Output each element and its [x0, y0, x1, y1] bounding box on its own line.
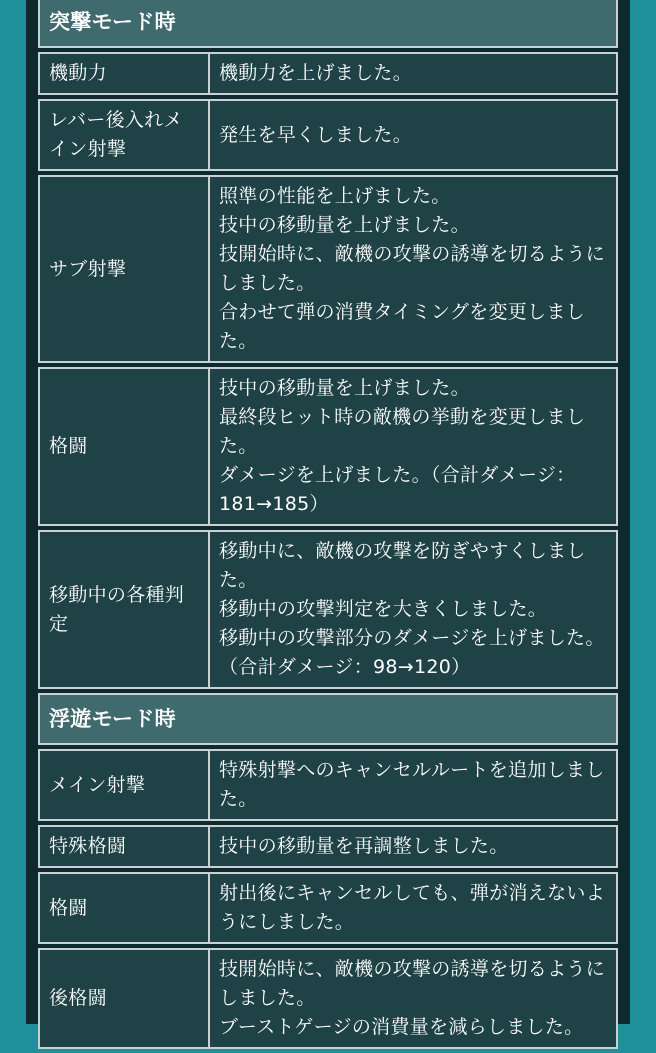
- description-line: 特殊射撃へのキャンセルルートを追加しました。: [219, 759, 605, 810]
- table-row: [38, 367, 618, 526]
- description-line: 合わせて弾の消費タイミングを変更しました。: [219, 301, 585, 352]
- row-label: 移動中の各種判定: [38, 530, 208, 689]
- table-row: [38, 825, 618, 868]
- section-title: 突撃モード時: [38, 0, 618, 48]
- row-label: 特殊格闘: [38, 825, 208, 868]
- description-line: 発生を早くしました。: [219, 123, 413, 146]
- description-line: 移動中に、敵機の攻撃を防ぎやすくしました。: [219, 540, 586, 591]
- description-line: 移動中の攻撃判定を大きくしました。: [219, 598, 548, 620]
- row-label: 機動力: [38, 52, 208, 95]
- balance-change-table: [38, 0, 618, 1053]
- row-description: [208, 948, 618, 1049]
- row-description: [208, 749, 618, 821]
- description-line: 技開始時に、敵機の攻撃の誘導を切るようにしました。: [219, 243, 606, 294]
- table-row: [38, 948, 618, 1049]
- section-title: 浮遊モード時: [38, 693, 618, 745]
- row-label: サブ射撃: [38, 175, 208, 363]
- section-header-row: [38, 0, 618, 48]
- description-line: 技中の移動量を再調整しました。: [219, 835, 509, 857]
- description-line: 技開始時に、敵機の攻撃の誘導を切るようにしました。: [219, 958, 606, 1009]
- table-row: [38, 749, 618, 821]
- description-line: 技中の移動量を上げました。: [219, 377, 470, 399]
- description-line: 最終段ヒット時の敵機の挙動を変更しました。: [219, 406, 586, 457]
- row-label: レバー後入れメイン射撃: [38, 99, 208, 171]
- description-line: ダメージを上げました。（合計ダメージ：181→185）: [219, 464, 576, 515]
- row-label: メイン射撃: [38, 749, 208, 821]
- row-label: 格闘: [38, 872, 208, 944]
- row-description: [208, 367, 618, 526]
- row-description: [208, 825, 618, 868]
- row-description: [208, 175, 618, 363]
- row-description: [208, 872, 618, 944]
- description-line: 機動力を上げました。: [219, 62, 413, 84]
- row-description: [208, 52, 618, 95]
- table-row: [38, 872, 618, 944]
- description-line: 射出後にキャンセルしても、弾が消えないようにしました。: [219, 882, 606, 933]
- row-label: 格闘: [38, 367, 208, 526]
- table-row: [38, 99, 618, 171]
- row-label: 後格闘: [38, 948, 208, 1049]
- section-header-row: [38, 693, 618, 745]
- table-row: [38, 530, 618, 689]
- row-description: [208, 530, 618, 689]
- description-line: 移動中の攻撃部分のダメージを上げました。（合計ダメージ：98→120）: [219, 627, 605, 678]
- description-line: ブーストゲージの消費量を減らしました。: [219, 1016, 584, 1038]
- table-row: [38, 52, 618, 95]
- description-line: 技中の移動量を上げました。: [219, 214, 470, 236]
- description-line: 照準の性能を上げました。: [219, 185, 451, 207]
- table-row: [38, 175, 618, 363]
- row-description: [208, 99, 618, 171]
